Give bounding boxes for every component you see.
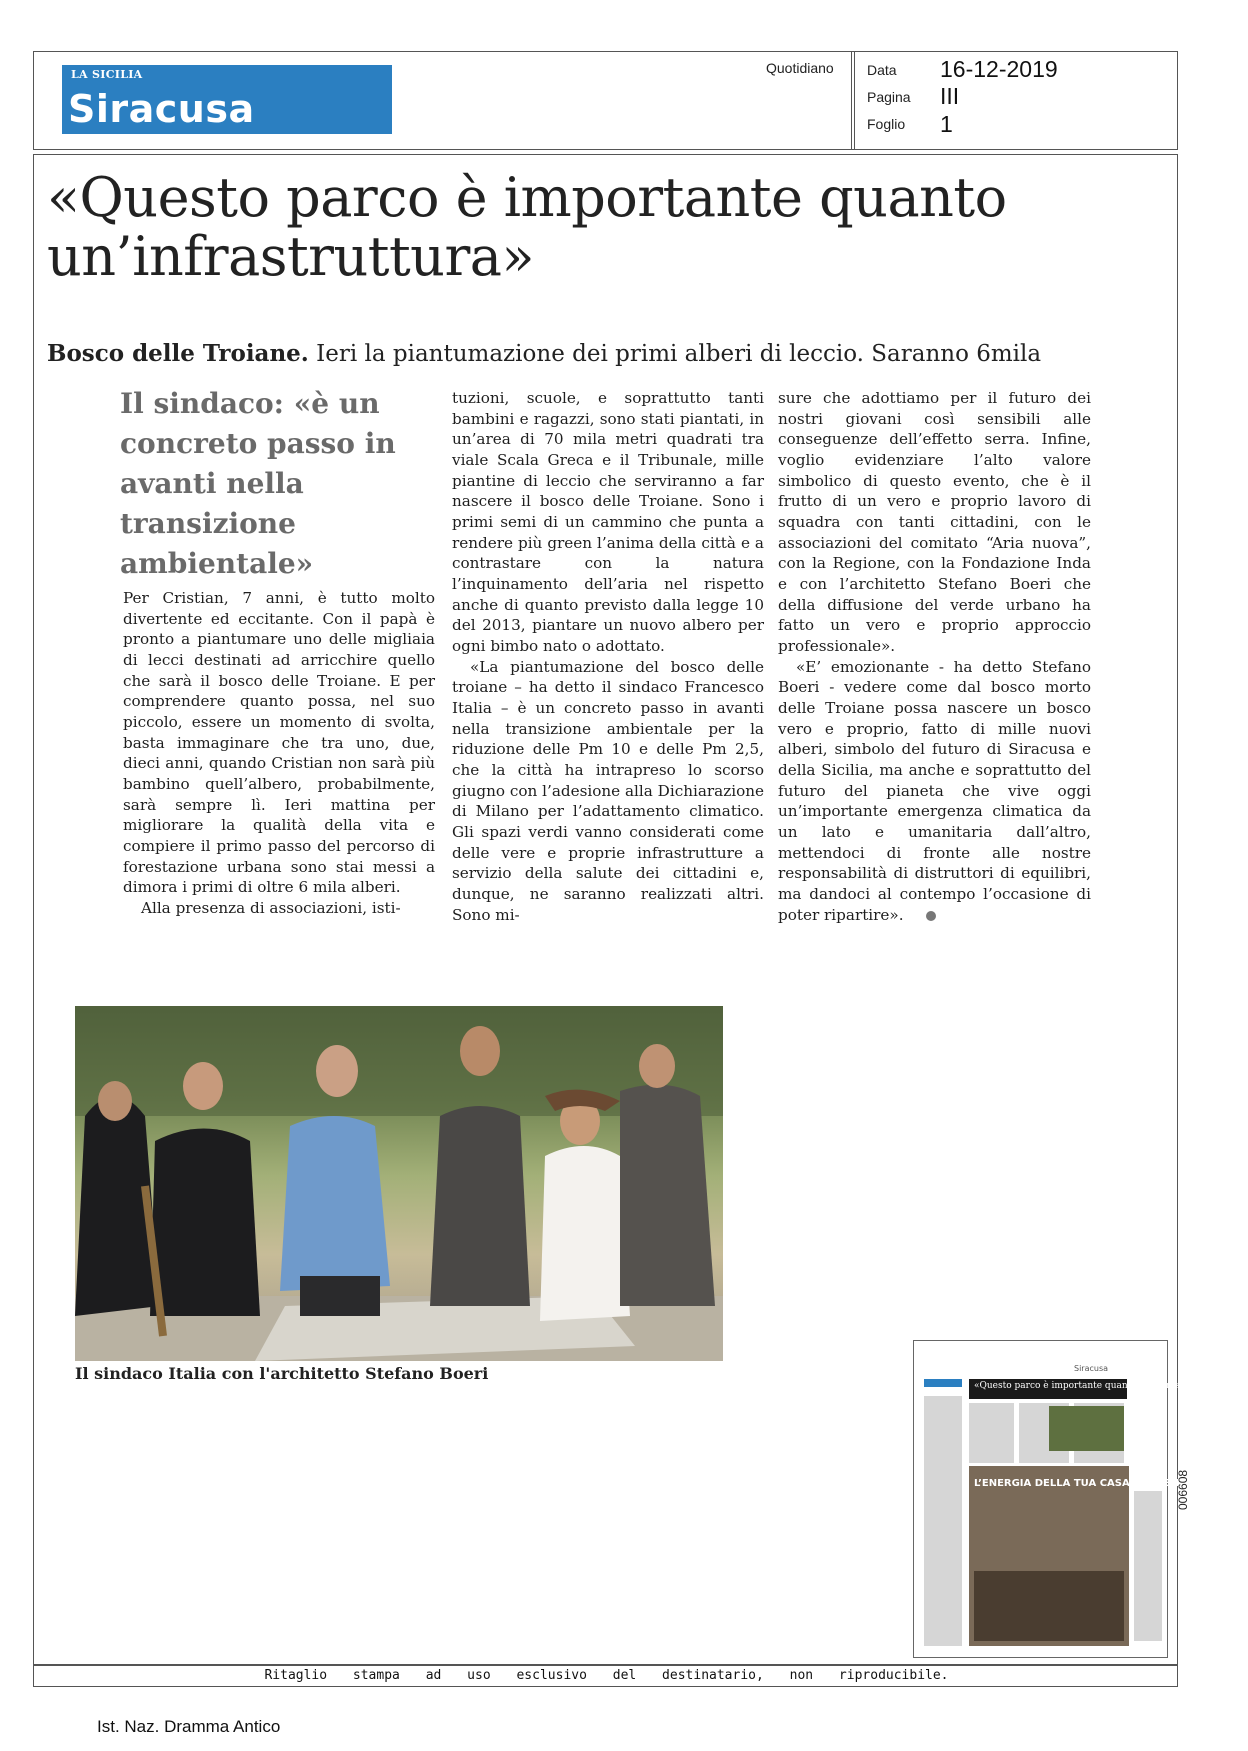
client-name: Ist. Naz. Dramma Antico (97, 1717, 281, 1736)
masthead-logo (62, 65, 392, 134)
paragraph-text: «E’ emozionante - ha detto Stefano Boeri - vedere come dal bosco morto delle Troiane possa nascere un bosco vero e proprio, fatto di mille nuovi alberi, simbolo del futuro di Siracusa e della Sicilia, ma anche e soprattutto del futuro del pianeta che vive oggi un’importante emergenza climatica da un lato e umanitaria dall’altro, mettendoci di fronte alle nostre responsabilità di distruttori di equilibri, ma dandoci al contempo l’occasione di poter ripartire». (778, 657, 1091, 924)
subhead-text: Ieri la piantumazione dei primi alberi di leccio. Saranno 6mila (308, 341, 1042, 367)
paragraph: Alla presenza di associazioni, isti- (141, 899, 401, 918)
paragraph: Per Cristian, 7 anni, è tutto molto divertente ed eccitante. Con il papà è pronto a piantumare uno delle migliaia di lecci destinati ad arricchire quello che sarà il bosco delle Troiane. E per comprendere quanto possa, nel suo piccolo, essere un momento di svolta, basta immaginare che tra uno, due, dieci anni, quando Cristian non sarà più bambino quell’albero, probabilmente, sarà sempre lì. Ieri mattina per migliorare la qualità della vita e compiere il primo passo del percorso di forestazione urbana sono stai messi a dimora i primi di oltre 6 mila alberi. (123, 589, 435, 897)
sheet-label: Foglio (867, 116, 906, 132)
subhead-kicker: Bosco delle Troiane. (47, 340, 309, 367)
date-value: 16-12-2019 (940, 56, 1058, 82)
photo-illustration (75, 1006, 723, 1361)
sheet-value: 1 (940, 111, 953, 137)
footer-box (33, 1665, 1178, 1687)
end-of-article-mark (926, 911, 936, 921)
headline: «Questo parco è importante quanto un’infrastruttura» (47, 166, 1007, 289)
serial-number: 006608 (1176, 1469, 1190, 1510)
masthead-small: LA SICILIA (71, 68, 143, 81)
date-label: Data (867, 62, 897, 78)
thumb-section: Siracusa (1074, 1364, 1109, 1373)
photo-caption: Il sindaco Italia con l'architetto Stefano Boeri (75, 1364, 489, 1383)
paragraph (778, 657, 1091, 926)
text-column-1 (123, 588, 435, 919)
text-column-2 (452, 388, 764, 925)
periodicity: Quotidiano (766, 60, 834, 76)
masthead-section: Siracusa (68, 87, 255, 131)
disclaimer: Ritaglio stampa ad uso esclusivo del destinatario, non riproducibile. (264, 1668, 949, 1683)
paragraph: tuzioni, scuole, e soprattutto tanti bambini e ragazzi, sono stati piantati, in un’area di 70 mila metri quadrati tra viale Scala Greca e il Tribunale, mille piantine di leccio che serviranno a far nascere il bosco delle Troiane. Sono i primi semi di un cammino che punta a rendere più green l’anima della città e a contrastare con la natura l’inquinamento dell’aria nel rispetto anche di quanto previsto dalla legge 10 del 2013, piantare un nuovo albero per ogni bimbo nato o adottato. (452, 389, 764, 656)
pull-quote: Il sindaco: «è un concreto passo in avanti nella transizione ambientale» (120, 387, 396, 581)
subheadline (47, 340, 1167, 367)
page-value: III (940, 83, 960, 109)
thumb-ad-text: L’ENERGIA DELLA TUA CASA È INTELLIGENTE? (974, 1478, 1229, 1489)
page-label: Pagina (867, 89, 911, 105)
paragraph: sure che adottiamo per il futuro dei nostri giovani così sensibili alle conseguenze dell’effetto serra. Infine, voglio evidenziare l’alto valore simbolico di questo evento, che è il frutto di un vero e proprio lavoro di squadra con tanti cittadini, con le associazioni del comitato “Aria nuova”, con la Regione, con la Fondazione Inda e con l’architetto Stefano Boeri che della diffusione del verde urbano ha fatto un vero e proprio approccio professionale». (778, 389, 1091, 656)
paragraph: «La piantumazione del bosco delle troiane – ha detto il sindaco Francesco Italia – è un concreto passo in avanti nella transizione ambientale per la riduzione delle Pm 10 e delle Pm 2,5, che la città ha intrapreso lo scorso giugno con l’adesione alla Dichiarazione di Milano per l’adattamento climatico. Gli spazi verdi vanno considerati come delle vere e proprie infrastrutture a servizio della salute dei cittadini e, dunque, ne saranno realizzati altri. Sono mi- (452, 657, 764, 924)
article-photo (75, 1006, 723, 1361)
text-column-3 (778, 388, 1091, 925)
thumb-headline: «Questo parco è importante quanto un’infrastruttura» (974, 1381, 1223, 1391)
